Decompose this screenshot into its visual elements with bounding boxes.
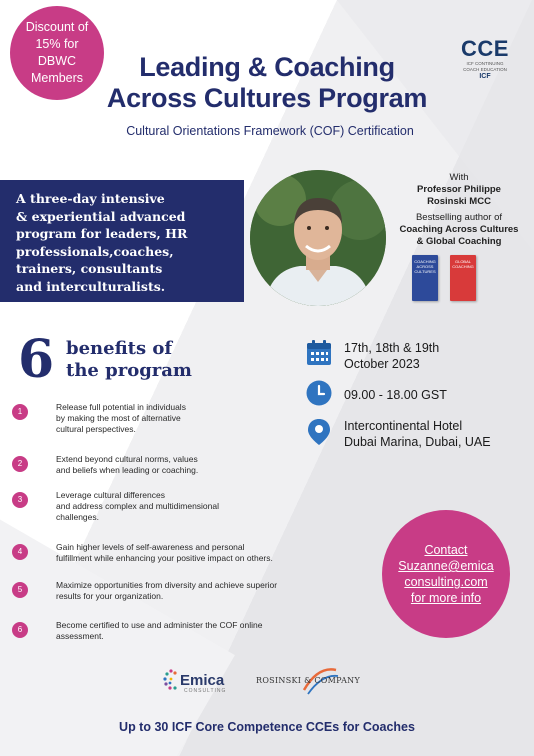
benefit-line: Leverage cultural differences [56,490,165,500]
intro-box [0,180,244,302]
cce-mark: CCE [461,36,509,61]
location-pin-icon [306,418,332,446]
benefit-text [56,542,318,564]
intro-line: program for leaders, HR [16,226,188,241]
venue-line: Intercontinental Hotel [344,419,463,433]
book-title: Coaching Across Cultures [399,224,519,235]
author-line: Bestselling author of [415,212,503,223]
presenter-info [388,172,530,248]
discount-line: Discount of [25,20,89,34]
event-date-text [344,340,534,372]
cce-sub: ICF CONTINUING [466,61,504,66]
benefit-line: Gain higher levels of self-awareness and personal [56,542,245,552]
benefit-item [12,402,312,438]
benefit-line: and beliefs when leading or coaching. [56,465,199,475]
benefit-line: results for your organization. [56,591,164,601]
venue-line: Dubai Marina, Dubai, UAE [344,435,491,449]
benefit-line: assessment. [56,631,104,641]
benefit-line: challenges. [56,512,100,522]
emica-name: Emica [180,672,225,689]
clock-icon [306,380,332,406]
benefit-line: and address complex and multidimensional [56,501,220,511]
program-subtitle: Cultural Orientations Framework (COF) Certification [126,124,414,138]
discount-line: Members [30,71,84,85]
book-cover-global-coaching [450,255,476,301]
cce-sub: COACH EDUCATION [463,67,507,72]
calendar-icon [306,340,332,366]
benefit-item [12,620,312,656]
discount-line: DBWC [37,54,77,68]
presenter-name: Rosinski MCC [427,196,491,207]
contact-line: Contact [424,543,468,557]
date-line: 17th, 18th & 19th [344,341,440,355]
book-cover-text: GLOBAL COACHING [452,259,474,269]
benefits-number: 6 [18,329,55,390]
benefit-text [56,580,318,602]
emica-sub: CONSULTING [184,688,227,694]
benefits-heading-line: the program [66,360,192,381]
presenter-name: Professor Philippe [417,184,501,195]
benefit-item [12,454,312,490]
contact-badge[interactable] [382,510,510,638]
benefit-number: 5 [12,582,28,598]
emica-logo [162,664,234,700]
presenter-photo [250,170,386,306]
benefit-line: Release full potential in individuals [56,402,186,412]
benefit-line: by making the most of alternative [56,413,181,423]
contact-line: for more info [410,591,482,605]
date-line: October 2023 [344,357,420,371]
benefit-number: 2 [12,456,28,472]
benefit-text [56,490,318,523]
title-line: Leading & Coaching [139,52,395,82]
benefit-number: 3 [12,492,28,508]
program-title [104,52,430,114]
benefit-number: 4 [12,544,28,560]
intro-line: professionals,coaches, [16,243,174,259]
intro-line: and interculturalists. [16,278,166,294]
icf-mark: ICF [479,73,491,80]
benefit-number: 1 [12,404,28,420]
contact-email[interactable]: consulting.com [404,575,488,589]
benefit-text [56,402,318,435]
contact-email[interactable]: Suzanne@emica [398,559,494,573]
benefit-line: cultural perspectives. [56,424,136,434]
benefit-item [12,580,312,616]
book-title: & Global Coaching [416,236,502,247]
rosinski-logo: ROSINSKI & COMPANY [256,676,361,685]
discount-badge [10,6,104,100]
benefit-item [12,542,312,578]
event-venue-text [344,418,534,450]
benefits-heading [66,338,192,382]
benefits-heading-line: benefits of [66,338,173,359]
book-cover-coaching-across-cultures [412,255,438,301]
emica-dots-icon [162,668,180,692]
book-covers [412,255,492,303]
benefit-line: Maximize opportunities from diversity and achieve superior [56,580,278,590]
with-label: With [449,172,469,183]
benefit-line: Become certified to use and administer the COF online [56,620,263,630]
cce-logo [452,38,518,80]
discount-line: 15% for [35,37,79,51]
intro-line: & experiential advanced [16,208,186,224]
event-time-text: 09.00 - 18.00 GST [344,388,447,402]
benefit-line: fulfillment while enhancing your positive impact on others. [56,553,273,563]
benefit-text [56,620,318,642]
footer-cce-note: Up to 30 ICF Core Competence CCEs for Coaches [119,720,415,734]
intro-line: trainers, consultants [16,261,163,276]
book-cover-text: COACHING ACROSS CULTURES [414,259,436,274]
benefit-text [56,454,318,476]
title-line: Across Cultures Program [106,83,428,113]
benefit-line: Extend beyond cultural norms, values [56,454,198,464]
intro-line: A three-day intensive [16,191,165,206]
benefit-item [12,490,312,526]
benefit-number: 6 [12,622,28,638]
